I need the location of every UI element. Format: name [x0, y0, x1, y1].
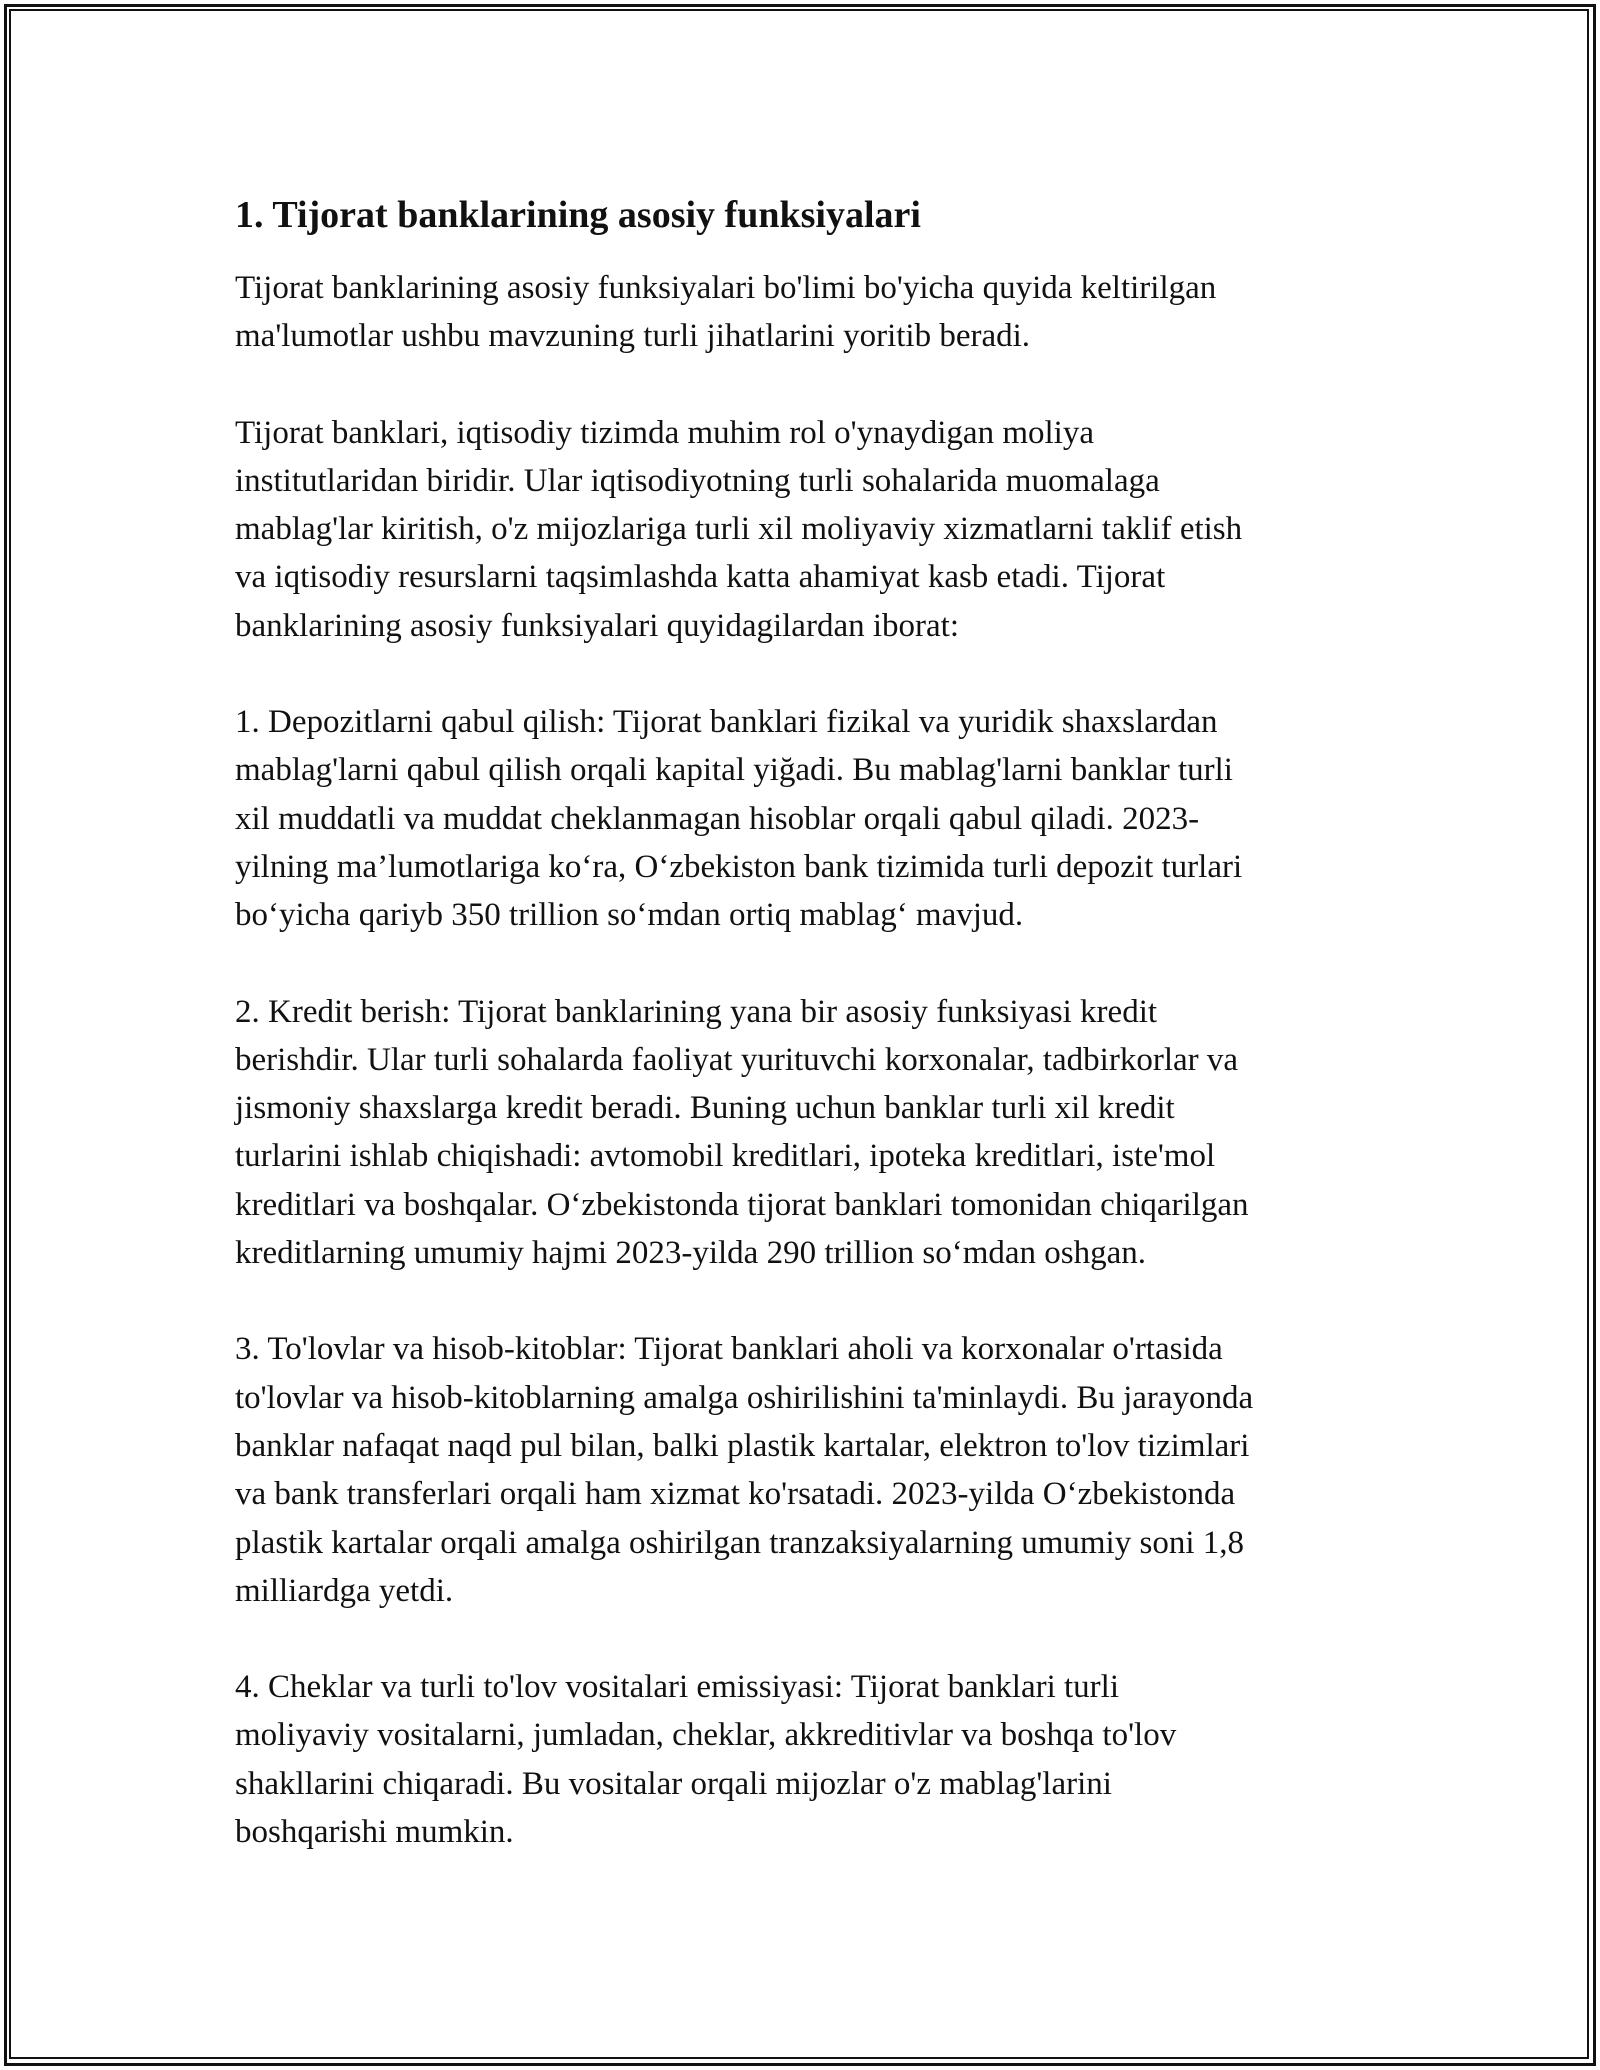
- instruments-paragraph: 4. Cheklar va turli to'lov vositalari emissiyasi: Tijorat banklari turli moliyaviy vositalarni, jumladan, cheklar, akkreditivlar va boshqa to'lov shakllarini chiqaradi. Bu vositalar orqali mijozlar o'z mablag'larini boshqarishi mumkin.: [235, 1669, 1177, 1851]
- credit-paragraph: 2. Kredit berish: Tijorat banklarining yana bir asosiy funksiyasi kredit berishdir. Ular turli sohalarda faoliyat yurituvchi korxonalar, tadbirkorlar va jismoniy shaxslarga kredit beradi. Buning uchun banklar turli xil kredit turlarini ishlab chiqishadi: avtomobil kreditlari, ipoteka kreditlari, iste'mol kreditlari va boshqalar. Oʻzbekistonda tijorat banklari tomonidan chiqarilgan kreditlarning umumiy hajmi 2023-yilda 290 trillion soʻmdan oshgan.: [235, 993, 1249, 1272]
- payments-paragraph: 3. To'lovlar va hisob-kitoblar: Tijorat banklari aholi va korxonalar o'rtasida to'lovlar va hisob-kitoblarning amalga oshirilishini ta'minlaydi. Bu jarayonda banklar nafaqat naqd pul bilan, balki plastik kartalar, elektron to'lov tizimlari va bank transferlari orqali ham xizmat ko'rsatadi. 2023-yilda Oʻzbekistonda plastik kartalar orqali amalga oshirilgan tranzaksiyalarning umumiy soni 1,8 milliardga yetdi.: [235, 1331, 1254, 1609]
- deposits-paragraph: 1. Depozitlarni qabul qilish: Tijorat banklari fizikal va yuridik shaxslardan mablag'larni qabul qilish orqali kapital yiğadi. Bu mablag'larni banklar turli xil muddatli va muddat cheklanmagan hisoblar orqali qabul qiladi. 2023- yilning ma’lumotlariga koʻra, Oʻzbekiston bank tizimida turli depozit turlari boʻyicha qariyb 350 trillion soʻmdan ortiq mablagʻ mavjud.: [235, 704, 1243, 934]
- overview-paragraph: Tijorat banklari, iqtisodiy tizimda muhim rol o'ynaydigan moliya institutlaridan biridir. Ular iqtisodiyotning turli sohalarida muomalaga mablag'lar kiritish, o'z mijozlariga turli xil moliyaviy xizmatlarni taklif etish va iqtisodiy resurslarni taqsimlashda katta ahamiyat kasb etadi. Tijorat banklarining asosiy funksiyalari quyidagilardan iborat:: [235, 414, 1243, 644]
- document-title: 1. Tijorat banklarining asosiy funksiyalari: [235, 194, 921, 236]
- document-body: [235, 188, 1375, 1904]
- intro-paragraph: Tijorat banklarining asosiy funksiyalari bo'limi bo'yicha quyida keltirilgan ma'lumotlar ushbu mavzuning turli jihatlarini yoritib beradi.: [235, 270, 1217, 355]
